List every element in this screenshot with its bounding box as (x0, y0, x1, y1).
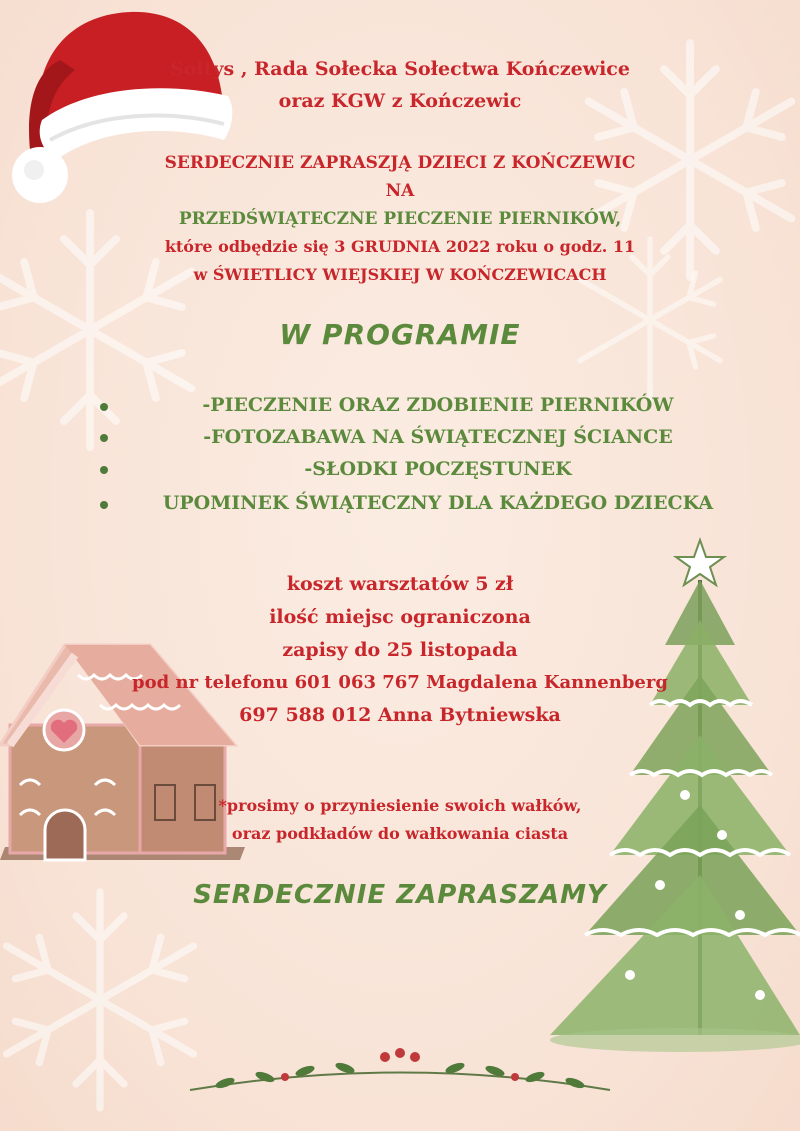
note-line-1: *prosimy o przyniesienie swoich wałków, (218, 796, 582, 815)
program-heading: W PROGRAMIE (279, 318, 521, 351)
closing-text: SERDECZNIE ZAPRASZAMY (193, 880, 607, 910)
phone-line-2: 697 588 012 Anna Bytniewska (239, 704, 561, 726)
program-item: -FOTOZABAWA NA ŚWIĄTECZNEJ ŚCIANCE (203, 426, 673, 448)
event-date: które odbędzie się 3 GRUDNIA 2022 roku o godz. 11 (164, 237, 636, 256)
program-item: UPOMINEK ŚWIĄTECZNY DLA KAŻDEGO DZIECKA (162, 492, 714, 514)
invite-line-2: NA (385, 181, 415, 201)
cost-line: koszt warsztatów 5 zł (286, 573, 514, 595)
program-item: -PIECZENIE ORAZ ZDOBIENIE PIERNIKÓW (202, 394, 674, 416)
note-line-2: oraz podkładów do wałkowania ciasta (231, 824, 569, 843)
signup-line: zapisy do 25 listopada (282, 639, 518, 661)
invite-line-1: SERDECZNIE ZAPRASZJĄ DZIECI Z KOŃCZEWIC (164, 153, 636, 173)
organizer-line-1: Sołtys , Rada Sołecka Sołectwa Kończewice (170, 58, 630, 80)
holly-garland-icon (185, 1035, 615, 1115)
phone-line-1: pod nr telefonu 601 063 767 Magdalena Kannenberg (132, 672, 668, 693)
program-item: -SŁODKI POCZĘSTUNEK (304, 458, 572, 480)
event-title: PRZEDŚWIĄTECZNE PIECZENIE PIERNIKÓW, (178, 209, 622, 229)
event-place: w ŚWIETLICY WIEJSKIEJ W KOŃCZEWICACH (193, 265, 607, 284)
places-line: ilość miejsc ograniczona (269, 606, 531, 628)
organizer-line-2: oraz KGW z Kończewic (278, 90, 522, 112)
